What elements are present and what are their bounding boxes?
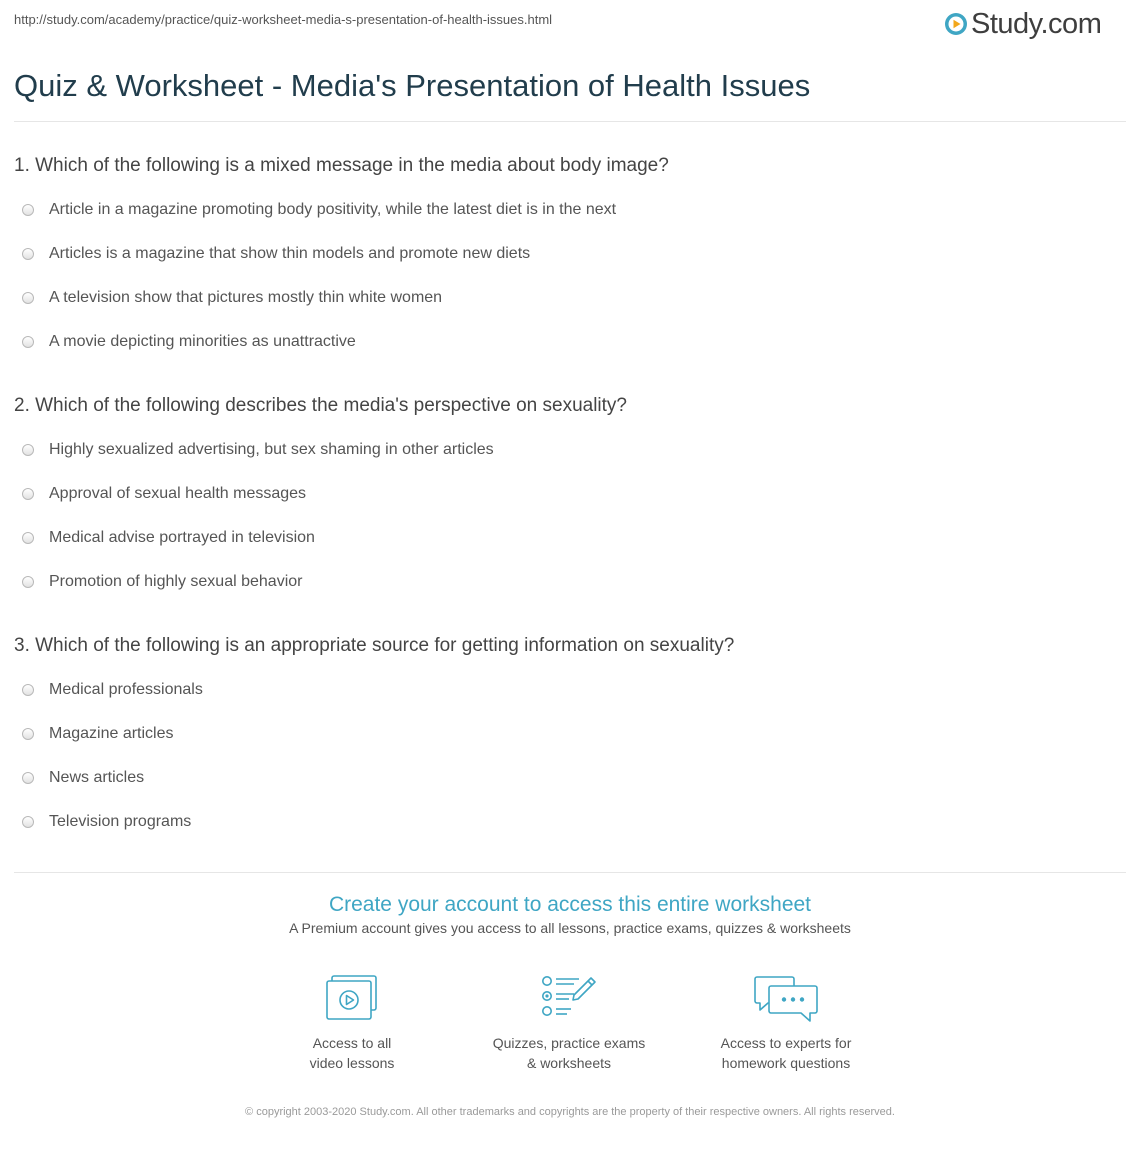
answer-option[interactable] xyxy=(22,242,530,266)
feature-label-line: & worksheets xyxy=(526,1055,612,1071)
question-text: 3. Which of the following is an appropriate source for getting information on sexuality? xyxy=(14,635,735,656)
page-url[interactable]: http://study.com/academy/practice/quiz-worksheet-media-s-presentation-of-health-issues.html xyxy=(14,12,553,27)
answer-text: Medical professionals xyxy=(49,681,203,698)
title-divider xyxy=(14,121,1126,122)
question-text: 2. Which of the following describes the media's perspective on sexuality? xyxy=(14,395,628,416)
feature-label-line: Quizzes, practice exams xyxy=(492,1035,646,1051)
answer-text: A movie depicting minorities as unattractive xyxy=(49,333,356,350)
radio-button-icon[interactable] xyxy=(22,292,34,304)
radio-button-icon[interactable] xyxy=(22,532,34,544)
radio-button-icon[interactable] xyxy=(22,204,34,216)
quiz-checklist-icon xyxy=(541,975,597,1021)
feature-label xyxy=(686,1033,886,1073)
radio-button-icon[interactable] xyxy=(22,336,34,348)
video-lessons-icon xyxy=(326,975,378,1021)
feature-label-line: homework questions xyxy=(721,1055,851,1071)
feature-experts xyxy=(686,975,886,1073)
study-logo[interactable] xyxy=(944,6,1101,42)
feature-label-line: Access to experts for xyxy=(720,1035,852,1051)
radio-button-icon[interactable] xyxy=(22,772,34,784)
top-bar xyxy=(0,0,1140,50)
copyright-footer: © copyright 2003-2020 Study.com. All other trademarks and copyrights are the property of their respective owners. All rights reserved. xyxy=(245,1106,895,1118)
answer-option[interactable] xyxy=(22,570,302,594)
answer-text: Highly sexualized advertising, but sex shaming in other articles xyxy=(49,441,494,458)
play-circle-logo-icon xyxy=(944,12,968,36)
section-divider xyxy=(14,872,1126,873)
answer-text: Medical advise portrayed in television xyxy=(49,529,315,546)
answer-option[interactable] xyxy=(22,482,306,506)
answer-option[interactable] xyxy=(22,438,494,462)
answer-option[interactable] xyxy=(22,766,144,790)
answer-option[interactable] xyxy=(22,526,315,550)
radio-button-icon[interactable] xyxy=(22,488,34,500)
answer-text: Approval of sexual health messages xyxy=(49,485,307,502)
question-1 xyxy=(14,155,1126,350)
radio-button-icon[interactable] xyxy=(22,248,34,260)
radio-button-icon[interactable] xyxy=(22,728,34,740)
answer-option[interactable] xyxy=(22,810,191,834)
answer-text: Articles is a magazine that show thin models and promote new diets xyxy=(49,245,531,262)
answer-option[interactable] xyxy=(22,286,442,310)
logo-text: Study.com xyxy=(971,7,1102,40)
answer-option[interactable] xyxy=(22,722,174,746)
answer-text: News articles xyxy=(49,769,145,786)
radio-button-icon[interactable] xyxy=(22,816,34,828)
feature-video-lessons xyxy=(252,975,452,1073)
feature-label-line: Access to all xyxy=(312,1035,392,1051)
answer-option[interactable] xyxy=(22,330,356,354)
cta-subtitle: A Premium account gives you access to all lessons, practice exams, quizzes & worksheets xyxy=(289,920,851,936)
answer-text: Article in a magazine promoting body positivity, while the latest diet is in the next xyxy=(49,201,617,218)
question-2 xyxy=(14,395,1126,590)
answer-text: Television programs xyxy=(49,813,192,830)
answer-text: A television show that pictures mostly thin white women xyxy=(49,289,443,306)
answer-text: Magazine articles xyxy=(49,725,174,742)
answer-option[interactable] xyxy=(22,198,616,222)
answer-text: Promotion of highly sexual behavior xyxy=(49,573,303,590)
radio-button-icon[interactable] xyxy=(22,576,34,588)
feature-label-line: video lessons xyxy=(309,1055,395,1071)
answer-option[interactable] xyxy=(22,678,203,702)
expert-chat-icon xyxy=(754,975,818,1025)
feature-label xyxy=(469,1033,669,1073)
question-3 xyxy=(14,635,1126,830)
question-text: 1. Which of the following is a mixed message in the media about body image? xyxy=(14,155,669,176)
feature-label xyxy=(252,1033,452,1073)
signup-cta xyxy=(0,893,1140,936)
cta-title-link[interactable]: Create your account to access this entire worksheet xyxy=(328,893,812,916)
radio-button-icon[interactable] xyxy=(22,684,34,696)
page-title: Quiz & Worksheet - Media's Presentation of Health Issues xyxy=(14,68,811,103)
radio-button-icon[interactable] xyxy=(22,444,34,456)
feature-quizzes xyxy=(469,975,669,1073)
